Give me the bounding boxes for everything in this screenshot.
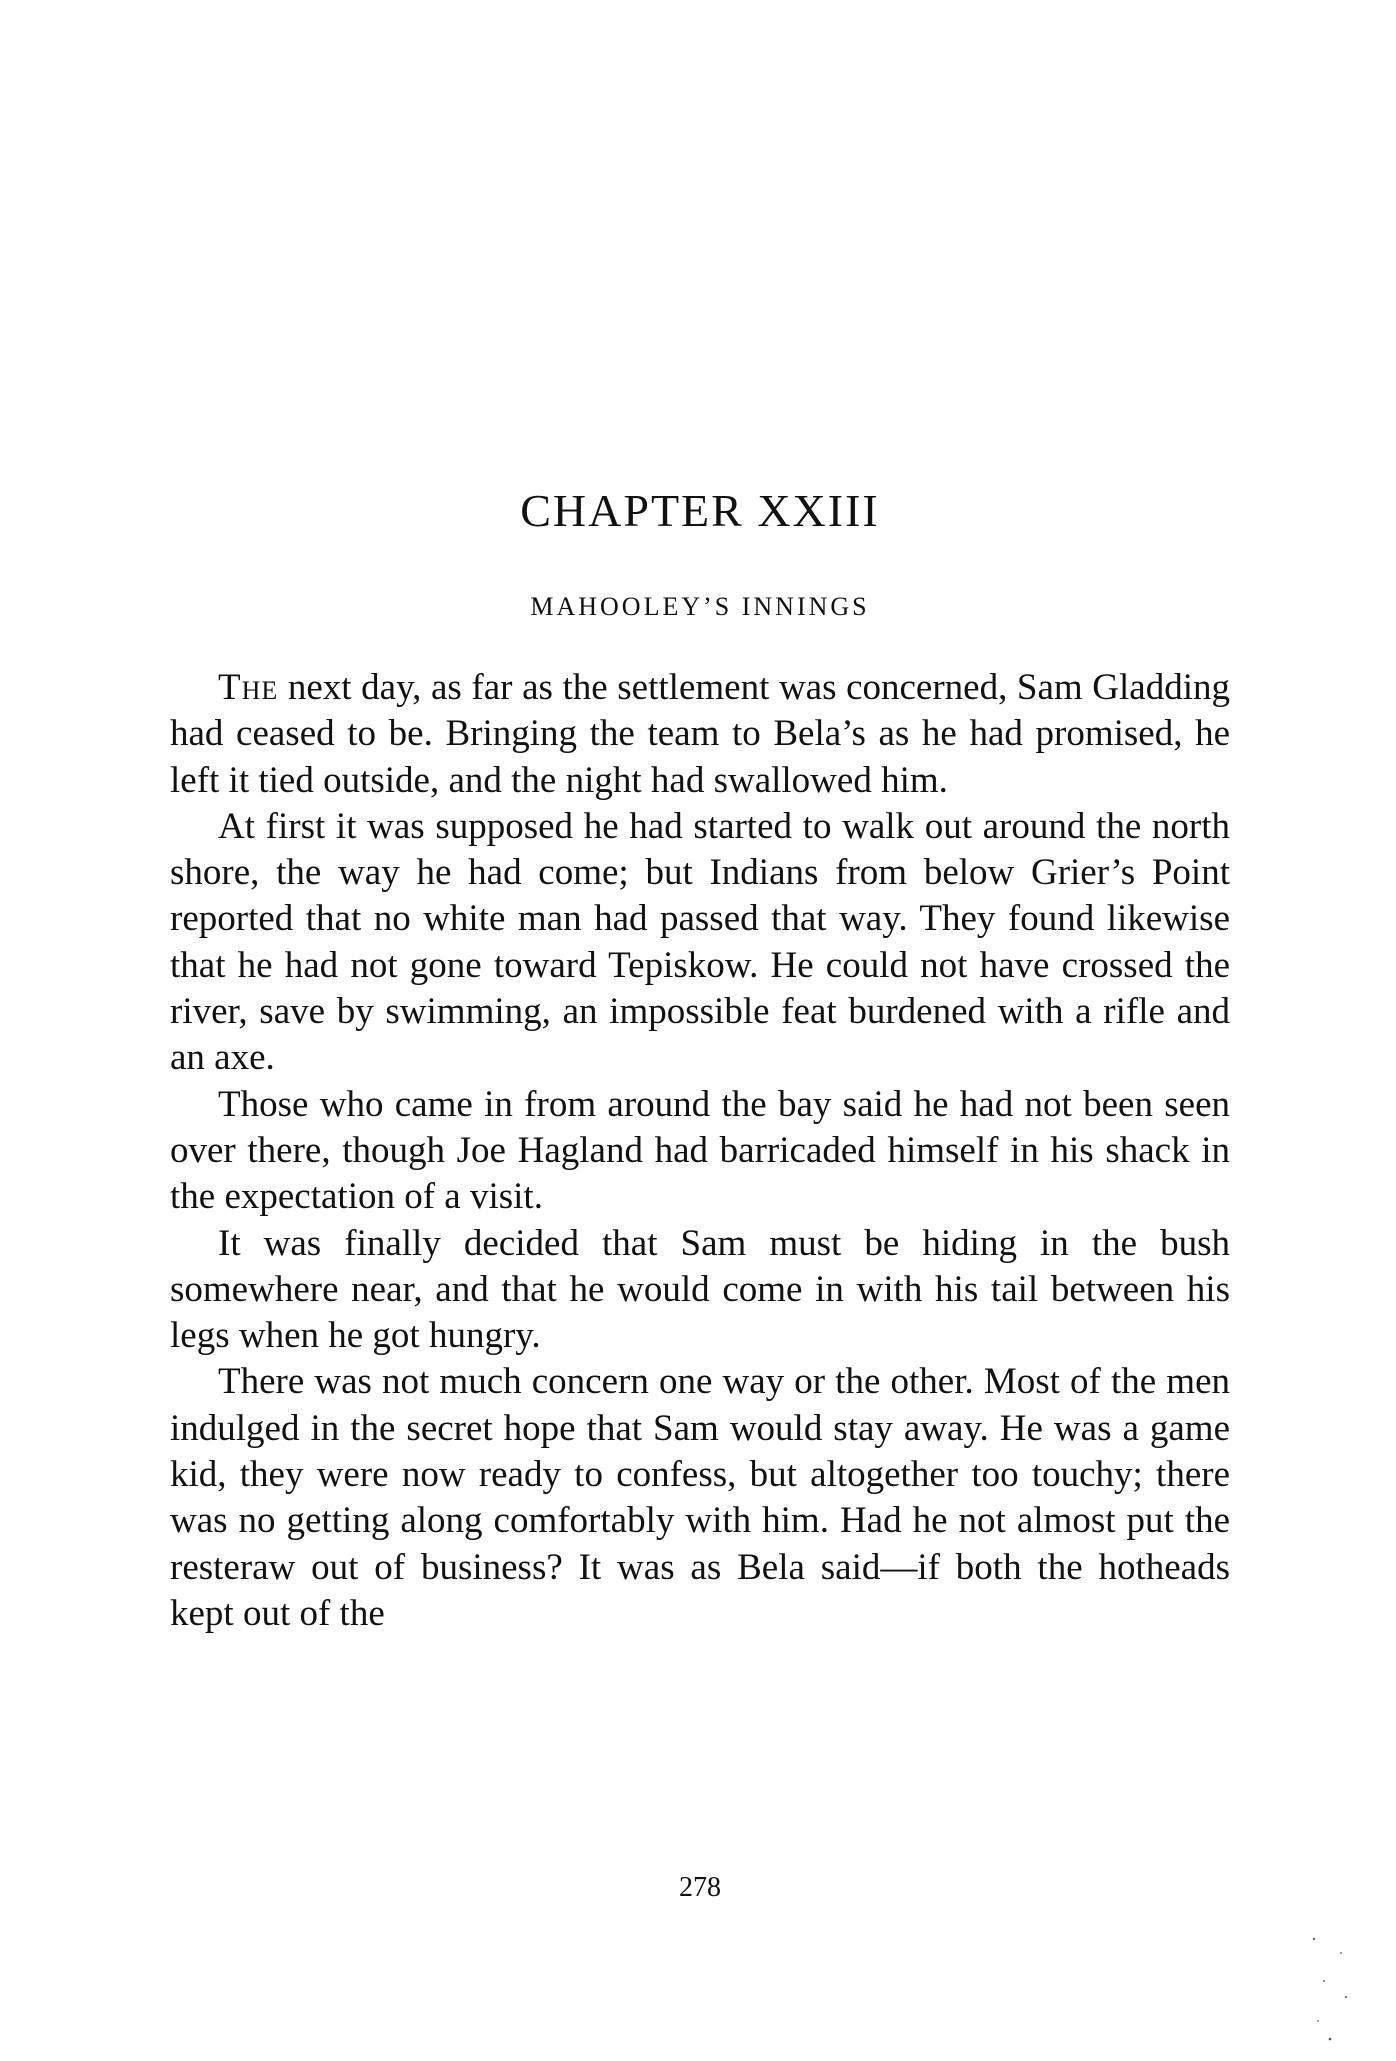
paragraph-1-lead: The xyxy=(218,667,279,708)
paragraph-5: There was not much concern one way or the other. Most of the men indulged in the secret hope that Sam would stay away. He was a game kid, they were now ready to confess, but altogether too touchy; there was no getting along comfortably with him. Had he not almost put the resteraw out of business? It was as Bela said—if both the hotheads kept out of the xyxy=(170,1361,1230,1634)
paragraph-4: It was finally decided that Sam must be hiding in the bush somewhere near, and that he would come in with his tail between his legs when he got hungry. xyxy=(170,1222,1230,1357)
chapter-body xyxy=(170,665,1230,1637)
chapter-title: CHAPTER XXIII xyxy=(520,485,880,536)
page-number: 278 xyxy=(679,1872,721,1903)
paragraph-2: At first it was supposed he had started to walk out around the north shore, the way he had come; but Indians from below Grier’s Point reported that no white man had passed that way. They found likewise that he had not gone toward Tepiskow. He could not have crossed the river, save by swimming, an impossible feat burdened with a rifle and an axe. xyxy=(170,805,1230,1079)
paragraph-3: Those who came in from around the bay said he had not been seen over there, though Joe Hagland had barricaded himself in his shack in the expectation of a visit. xyxy=(170,1083,1230,1218)
paragraph-1 xyxy=(170,665,1230,804)
chapter-subtitle: MAHOOLEY’S INNINGS xyxy=(530,592,870,621)
paragraph-1-text: next day, as far as the settlement was concerned, Sam Gladding had ceased to be. Bringing the team to Bela’s as he had promised, he left it tied outside, and the night had swallowed him. xyxy=(170,667,1230,801)
scan-specks xyxy=(1196,1901,1396,2061)
